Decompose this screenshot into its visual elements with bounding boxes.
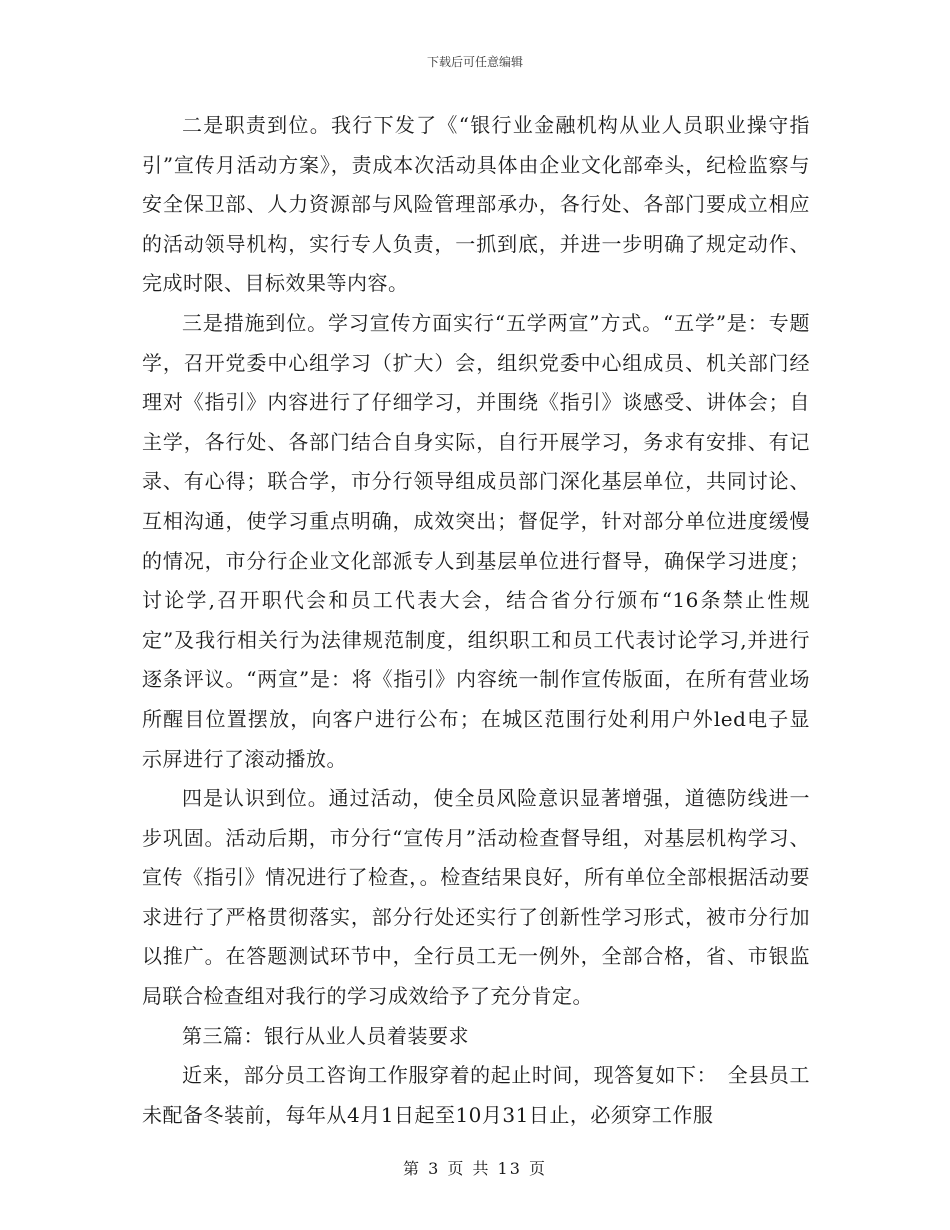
paragraph: 四是认识到位。通过活动，使全员风险意识显著增强，道德防线进一步巩固。活动后期，市分行“宣传月”活动检查督导组，对基层机构学习、宣传《指引》情况进行了检查，。检查结果良好，所有单位全部根据活动要求进行了严格贯彻落实，部分行处还实行了创新性学习形式，被市分行加以推广。在答题测试环节中，全行员工无一例外，全部合格，省、市银监局联合检查组对我行的学习成效给予了充分肯定。 bbox=[142, 786, 810, 1009]
paragraph: 近来，部分员工咨询工作服穿着的起止时间，现答复如下： 全县员工未配备冬装前，每年从4月1日起至10月31日止，必须穿工作服 bbox=[142, 1063, 810, 1127]
paragraph: 二是职责到位。我行下发了《“银行业金融机构从业人员职业操守指引”宣传月活动方案》，责成本次活动具体由企业文化部牵头，纪检监察与安全保卫部、人力资源部与风险管理部承办，各行处、各部门要成立相应的活动领导机构，实行专人负责，一抓到底，并进一步明确了规定动作、完成时限、目标效果等内容。 bbox=[142, 113, 810, 296]
paragraph: 三是措施到位。学习宣传方面实行“五学两宣”方式。“五学”是：专题学，召开党委中心组学习（扩大）会，组织党委中心组成员、机关部门经理对《指引》内容进行了仔细学习，并围绕《指引》谈感受、讲体会；自主学，各行处、各部门结合自身实际，自行开展学习，务求有安排、有记录、有心得；联合学，市分行领导组成员部门深化基层单位，共同讨论、互相沟通，使学习重点明确，成效突出；督促学，针对部分单位进度缓慢的情况，市分行企业文化部派专人到基层单位进行督导，确保学习进度；讨论学,召开职代会和员工代表大会，结合省分行颁布“16条禁止性规定”及我行相关行为法律规范制度，组织职工和员工代表讨论学习,并进行逐条评议。“两宣”是：将《指引》内容统一制作宣传版面，在所有营业场所醒目位置摆放，向客户进行公布；在城区范围行处利用户外led电子显示屏进行了滚动播放。 bbox=[142, 310, 810, 771]
section-title: 第三篇：银行从业人员着装要求 bbox=[182, 1023, 469, 1048]
page-footer: 第 3 页 共 13 页 bbox=[403, 1159, 547, 1178]
page-header: 下载后可任意编辑 bbox=[426, 55, 523, 69]
document-body bbox=[142, 106, 810, 1135]
